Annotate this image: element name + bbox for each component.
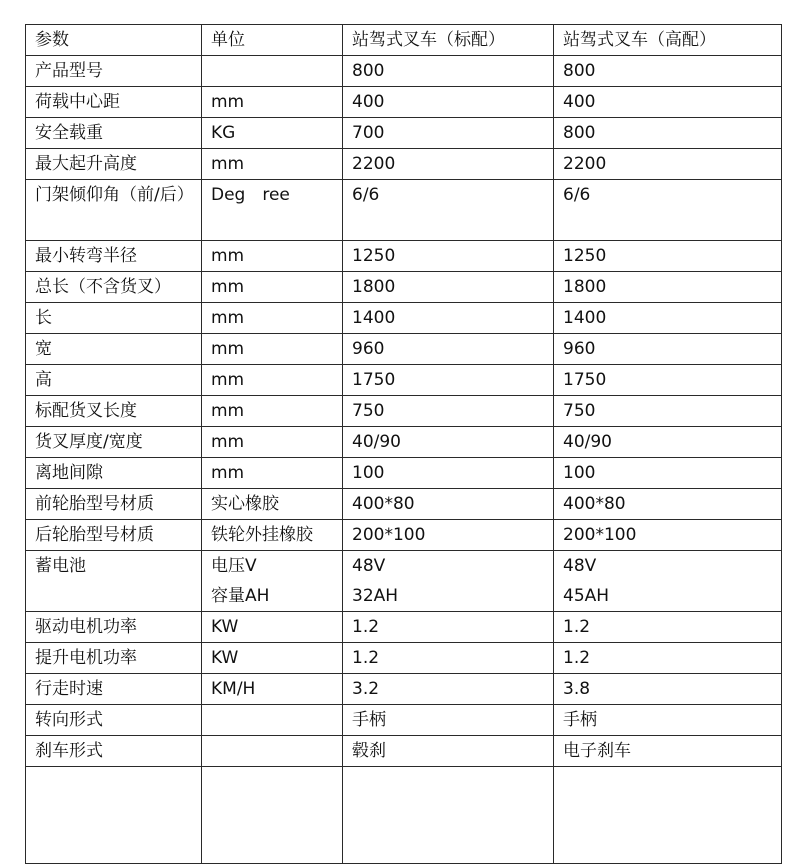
header-unit: 单位 [202,25,343,56]
param-cell: 宽 [26,334,202,365]
unit-cell: mm [202,241,343,272]
standard-cell: 1250 [343,241,554,272]
standard-cell: 2200 [343,149,554,180]
unit-line: 电压V [211,556,257,576]
standard-cell: 毂刹 [343,736,554,767]
table-row [26,612,782,643]
param-cell: 总长（不含货叉） [26,272,202,303]
unit-cell: Deg ree [202,180,343,241]
high-cell: 750 [554,396,782,427]
param-cell: 货叉厚度/宽度 [26,427,202,458]
high-cell: 100 [554,458,782,489]
table-row [26,56,782,87]
param-cell: 后轮胎型号材质 [26,520,202,551]
high-cell: 1800 [554,272,782,303]
standard-cell: 3.2 [343,674,554,705]
high-cell: 200*100 [554,520,782,551]
high-cell: 1.2 [554,612,782,643]
table-row [26,303,782,334]
unit-cell: KM/H [202,674,343,705]
high-cell: 800 [554,118,782,149]
table-row [26,396,782,427]
param-cell: 长 [26,303,202,334]
high-line: 45AH [563,586,610,606]
high-cell: 手柄 [554,705,782,736]
standard-cell: 800 [343,56,554,87]
param-cell: 高 [26,365,202,396]
high-cell: 960 [554,334,782,365]
unit-cell: mm [202,303,343,334]
unit-cell [202,736,343,767]
high-cell: 1.2 [554,643,782,674]
standard-cell: 手柄 [343,705,554,736]
table-row [26,272,782,303]
param-cell: 产品型号 [26,56,202,87]
table-row [26,520,782,551]
high-cell: 800 [554,56,782,87]
unit-cell: KW [202,612,343,643]
unit-cell: mm [202,458,343,489]
unit-cell [202,56,343,87]
high-cell: 2200 [554,149,782,180]
table-row [26,705,782,736]
standard-cell: 1.2 [343,643,554,674]
param-cell: 标配货叉长度 [26,396,202,427]
param-cell: 提升电机功率 [26,643,202,674]
standard-cell: 1.2 [343,612,554,643]
standard-cell: 1400 [343,303,554,334]
unit-cell: mm [202,272,343,303]
unit-cell: mm [202,396,343,427]
standard-cell: 700 [343,118,554,149]
param-cell: 门架倾仰角（前/后） [26,180,202,241]
param-cell: 转向形式 [26,705,202,736]
standard-cell: 400 [343,87,554,118]
high-cell: 1400 [554,303,782,334]
table-row [26,365,782,396]
high-cell: 400*80 [554,489,782,520]
table-row [26,149,782,180]
standard-cell: 960 [343,334,554,365]
param-cell: 离地间隙 [26,458,202,489]
table-row [26,180,782,241]
param-cell: 行走时速 [26,674,202,705]
unit-cell: KG [202,118,343,149]
table-row [26,458,782,489]
unit-cell: 实心橡胶 [202,489,343,520]
standard-line: 48V [352,556,386,576]
standard-cell: 40/90 [343,427,554,458]
unit-cell: mm [202,334,343,365]
table-row [26,643,782,674]
standard-cell: 400*80 [343,489,554,520]
standard-cell: 6/6 [343,180,554,241]
param-cell: 安全载重 [26,118,202,149]
standard-cell: 1800 [343,272,554,303]
unit-cell: 铁轮外挂橡胶 [202,520,343,551]
unit-cell: mm [202,87,343,118]
unit-cell [202,705,343,736]
table-row [26,118,782,149]
high-cell: 电子刹车 [554,736,782,767]
unit-cell: mm [202,149,343,180]
high-cell: 400 [554,87,782,118]
unit-cell: mm [202,365,343,396]
high-cell: 1250 [554,241,782,272]
high-cell: 3.8 [554,674,782,705]
header-param: 参数 [26,25,202,56]
param-cell: 最小转弯半径 [26,241,202,272]
high-cell: 40/90 [554,427,782,458]
param-cell: 驱动电机功率 [26,612,202,643]
table-row [26,674,782,705]
table-row [26,489,782,520]
table-row [26,87,782,118]
standard-cell: 1750 [343,365,554,396]
table-row [26,551,782,612]
high-cell: 6/6 [554,180,782,241]
header-high: 站驾式叉车（高配） [554,25,782,56]
param-cell: 蓄电池 [26,551,202,612]
unit-cell [202,551,343,612]
param-cell: 刹车形式 [26,736,202,767]
header-standard: 站驾式叉车（标配） [343,25,554,56]
param-cell: 荷载中心距 [26,87,202,118]
table-row [26,334,782,365]
unit-line: 容量AH [211,586,270,606]
table-header-row [26,25,782,56]
standard-cell [343,551,554,612]
param-cell: 最大起升高度 [26,149,202,180]
standard-cell: 200*100 [343,520,554,551]
standard-line: 32AH [352,586,399,606]
table-row [26,736,782,767]
unit-cell: KW [202,643,343,674]
standard-cell: 750 [343,396,554,427]
high-line: 48V [563,556,597,576]
table-row [26,427,782,458]
high-cell: 1750 [554,365,782,396]
param-cell: 前轮胎型号材质 [26,489,202,520]
spec-table [25,24,782,864]
high-cell [554,551,782,612]
standard-cell: 100 [343,458,554,489]
table-row [26,241,782,272]
unit-cell: mm [202,427,343,458]
